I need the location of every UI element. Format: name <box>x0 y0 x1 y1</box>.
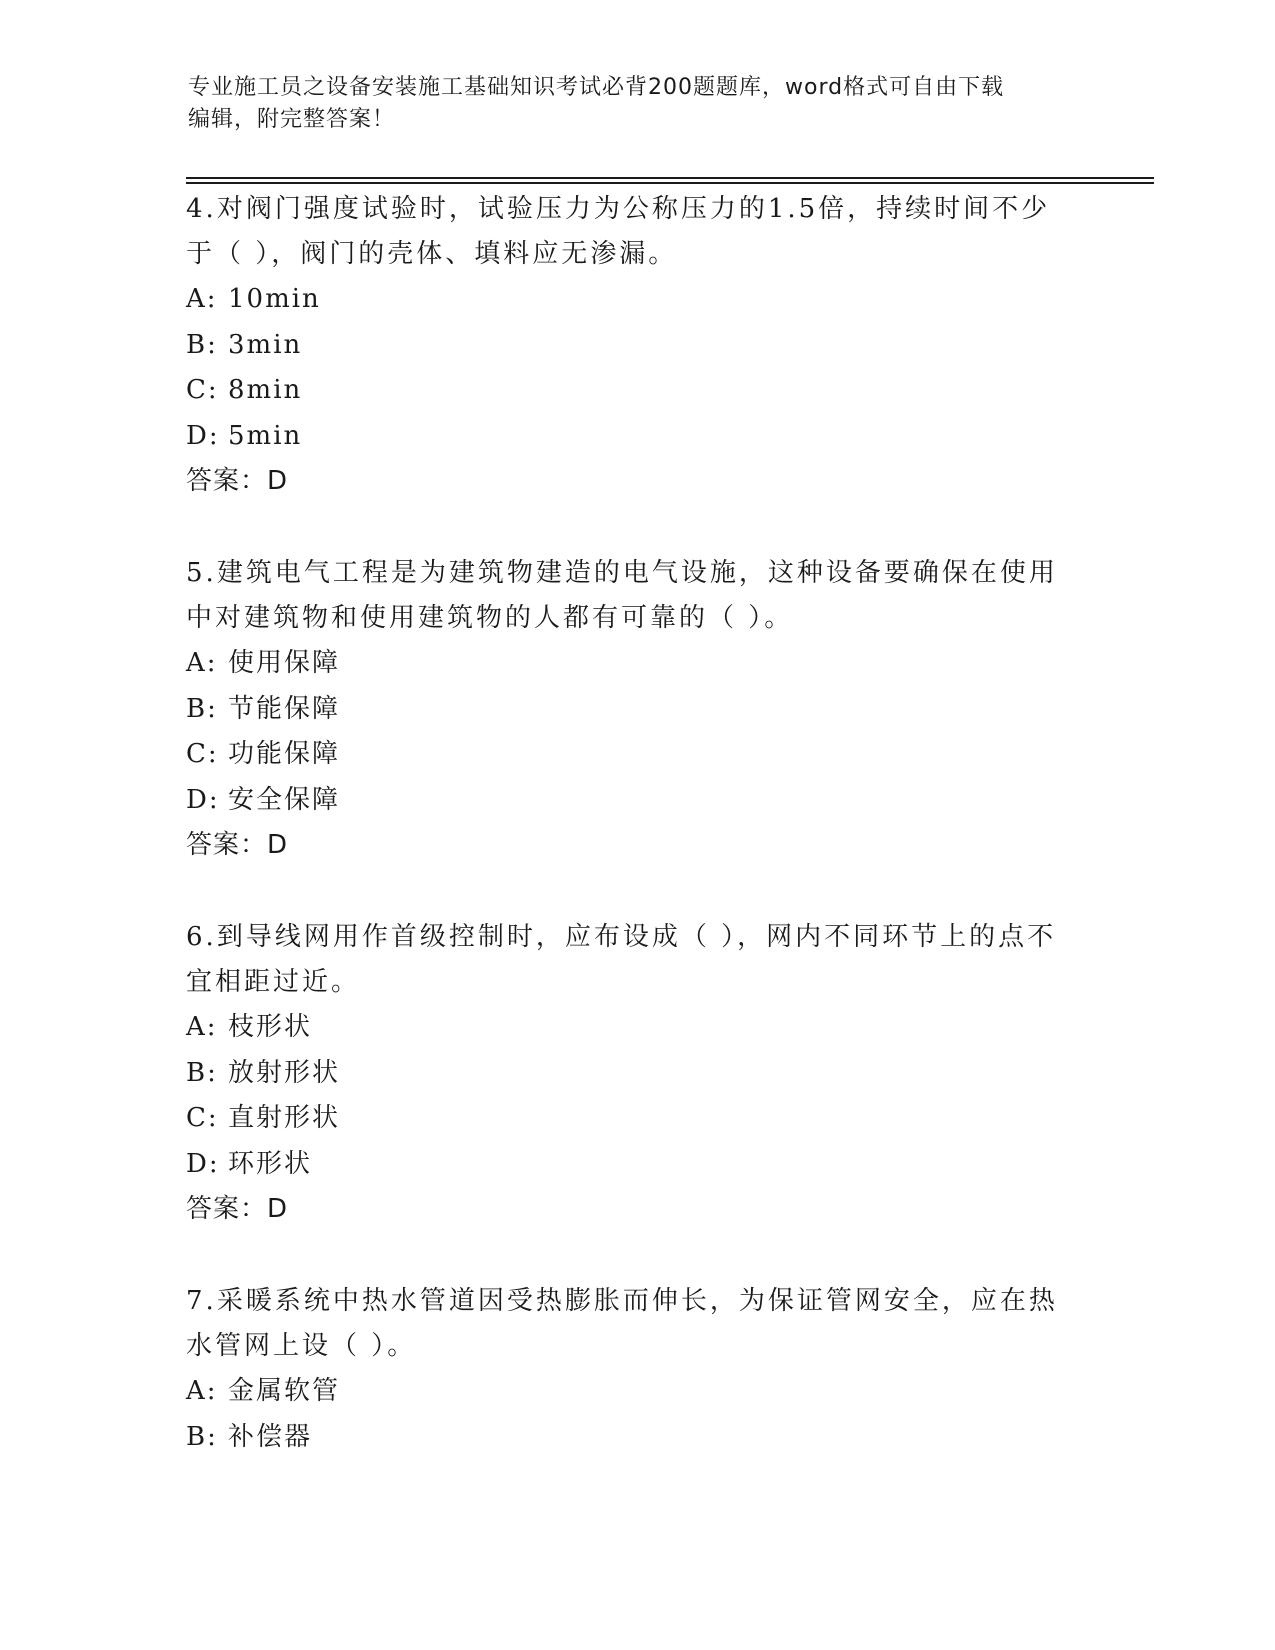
option-letter: C: <box>186 1103 219 1133</box>
option-a <box>186 641 1086 687</box>
option-text: 安全保障 <box>228 784 341 815</box>
option-b <box>186 1415 1086 1461</box>
question-4 <box>186 187 1086 504</box>
option-letter: A: <box>186 648 218 678</box>
option-b <box>186 1051 1086 1097</box>
option-text: 枝形状 <box>228 1012 313 1042</box>
header-divider-bottom <box>186 182 1154 184</box>
option-d <box>186 778 1086 824</box>
question-stem-line-1: 对阀门强度试验时，试验压力为公称压力的1.5倍，持续时间不少 <box>216 194 1051 224</box>
question-stem-line-1: 建筑电气工程是为建筑物建造的电气设施，这种设备要确保在使用 <box>216 558 1058 588</box>
option-a <box>186 1005 1086 1051</box>
option-text: 环形状 <box>228 1148 313 1179</box>
header-line-1: 专业施工员之设备安装施工基础知识考试必背200题题库，word格式可自由下载 <box>188 75 1005 100</box>
question-stem-line-2: 中对建筑物和使用建筑物的人都有可靠的（ ）。 <box>186 603 794 633</box>
option-a <box>186 277 1086 323</box>
option-text: 金属软管 <box>228 1376 341 1406</box>
question-stem <box>186 1279 1086 1369</box>
question-5 <box>186 551 1086 868</box>
question-6 <box>186 915 1086 1232</box>
question-stem-line-1: 到导线网用作首级控制时，应布设成（ ），网内不同环节上的点不 <box>216 922 1057 952</box>
header-line-2: 编辑，附完整答案！ <box>188 107 396 132</box>
option-letter: B: <box>186 1057 218 1088</box>
question-stem <box>186 187 1086 277</box>
option-text: 3min <box>228 329 303 360</box>
question-stem-line-1: 采暖系统中热水管道因受热膨胀而伸长，为保证管网安全，应在热 <box>216 1286 1058 1316</box>
document-header <box>188 72 1088 136</box>
option-letter: A: <box>186 284 218 314</box>
option-d <box>186 1142 1086 1188</box>
answer-line: 答案：D <box>186 466 289 496</box>
option-text: 放射形状 <box>228 1057 341 1088</box>
question-stem-line-2: 宜相距过近。 <box>186 967 361 997</box>
answer-line: 答案：D <box>186 830 289 860</box>
option-letter: B: <box>186 329 218 360</box>
option-text: 10min <box>228 284 321 314</box>
question-7 <box>186 1279 1086 1460</box>
option-letter: D: <box>186 420 220 451</box>
question-stem-line-2: 于（ ），阀门的壳体、填料应无渗漏。 <box>186 239 678 269</box>
question-number: 4. <box>186 194 217 224</box>
question-number: 7. <box>186 1286 217 1316</box>
option-text: 功能保障 <box>228 739 341 769</box>
option-letter: C: <box>186 739 219 769</box>
option-text: 8min <box>228 375 303 405</box>
option-text: 5min <box>228 420 303 451</box>
question-stem-line-2: 水管网上设（ ）。 <box>186 1331 417 1361</box>
answer-line: 答案：D <box>186 1194 289 1224</box>
question-number: 5. <box>186 558 217 588</box>
option-b <box>186 323 1086 369</box>
option-letter: B: <box>186 693 218 724</box>
option-text: 补偿器 <box>228 1421 313 1452</box>
option-letter: B: <box>186 1421 218 1452</box>
option-text: 直射形状 <box>228 1103 341 1133</box>
question-number: 6. <box>186 922 217 952</box>
option-letter: A: <box>186 1376 218 1406</box>
question-stem <box>186 915 1086 1005</box>
option-c <box>186 368 1086 414</box>
option-letter: D: <box>186 1148 220 1179</box>
option-c <box>186 732 1086 778</box>
question-stem <box>186 551 1086 641</box>
option-letter: C: <box>186 375 219 405</box>
header-divider-top <box>186 177 1154 179</box>
option-d <box>186 414 1086 460</box>
option-text: 节能保障 <box>228 693 341 724</box>
option-letter: D: <box>186 784 220 815</box>
option-c <box>186 1096 1086 1142</box>
option-letter: A: <box>186 1012 218 1042</box>
option-text: 使用保障 <box>228 648 341 678</box>
option-b <box>186 687 1086 733</box>
option-a <box>186 1369 1086 1415</box>
